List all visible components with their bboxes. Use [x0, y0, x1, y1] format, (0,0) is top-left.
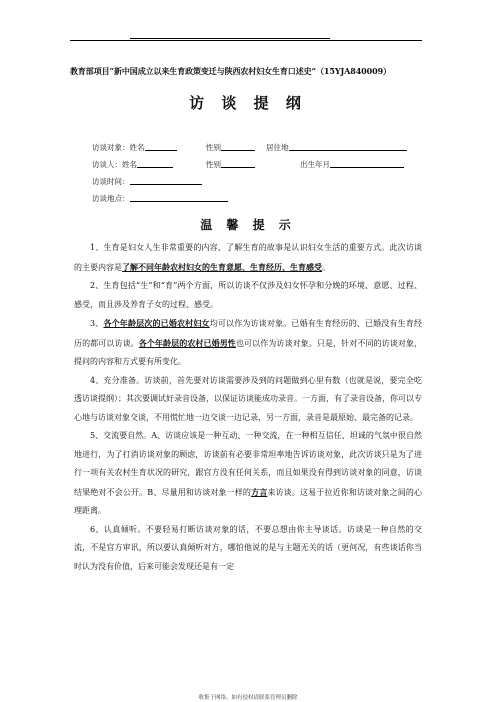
- interviewee-name-field[interactable]: [145, 142, 177, 151]
- header-short-rule: [130, 38, 330, 39]
- interviewer-label: 访谈人：姓名: [92, 160, 137, 169]
- tip-1-emphasis: 了解不同年龄农村妇女的生育意愿、生育经历、生育感受: [122, 261, 322, 272]
- interviewee-label: 访谈对象：姓名: [92, 143, 145, 152]
- footer-note: 收集于网络，如有侵权请联系管理员删除: [198, 695, 298, 701]
- header-rule: [70, 40, 422, 41]
- tip-1: 1、生育是妇女人生非常重要的内容，了解生育的故事是认识妇女生活的重要方式。此次访谈的主要内容是了解不同年龄农村妇女的生育意愿、生育经历、生育感受。: [74, 243, 422, 272]
- place-label: 访谈地点：: [92, 194, 130, 203]
- residence-field[interactable]: [289, 142, 407, 151]
- residence-label: 居住地: [266, 143, 289, 152]
- gender-label-2: 性别: [206, 160, 221, 169]
- tip-5: 5、交流要自然。A、访谈应该是一种互动、一种交流，在一种相互信任、坦诚的气氛中很自然地进行，为了打消访谈对象的顾虑，访谈前有必要非常坦率地告诉访谈对象，此次访谈只是为了进行一项有关农村生育状况的研究，跟官方没有任何关系，而且如果没有得到访谈对象的同意，访谈结果绝对不会公开。B、尽量用和访谈对象一样的方言来访谈。这易于拉近你和访谈对象之间的心理距离。: [74, 431, 422, 515]
- tip-2: 2、生育包括“生”和“育”两个方面，所以访谈不仅涉及妇女怀孕和分娩的环境、意愿、过程、感受，而且涉及养育子女的过程、感受。: [74, 281, 422, 309]
- tips-body: [74, 239, 422, 576]
- place-field[interactable]: [130, 193, 228, 202]
- project-line: 教育部项目“新中国成立以来生育政策变迁与陕西农村妇女生育口述史”（15YJA840009）: [70, 66, 391, 76]
- gender-label: 性别: [206, 143, 221, 152]
- tip-3-emphasis-men: 各个年龄层的农村已婚男性: [138, 337, 236, 348]
- tip-3: 3、各个年龄层次的已婚农村妇女均可以作为访谈对象。已婚有生育经历的、已婚没有生育经历的都可以访谈。各个年龄层的农村已婚男性也可以作为访谈对象。只是，针对不同的访谈对象，提问的内容和方式要有所变化。: [74, 318, 423, 366]
- time-label: 访谈时间：: [92, 177, 130, 186]
- tip-3-emphasis-women: 各个年龄层次的已婚农村妇女: [103, 318, 210, 328]
- tip-5-emphasis-dialect: 方言: [251, 486, 268, 497]
- page-title: 访 谈 提 纲: [189, 94, 307, 112]
- section-title: 温 馨 提 示: [200, 218, 296, 232]
- time-field[interactable]: [130, 176, 202, 185]
- interviewee-gender-field[interactable]: [221, 142, 255, 151]
- birth-field[interactable]: [330, 159, 404, 168]
- tip-6: 6、认真倾听。不要轻易打断访谈对象的话，不要总想由你主导谈话。访谈是一种自然的交流，不是官方审讯，所以要认真倾听对方，哪怕他说的是与主题无关的话（更何况，有些谈话你当时认为没有价值，后来可能会发现还是有一定: [74, 524, 422, 571]
- birth-label: 出生年月: [300, 160, 330, 169]
- tip-4: 4、充分准备。访谈前，首先要对访谈需要涉及到的问题做到心里有数（也就是说，要完全吃透访谈提纲）；其次要调试好录音设备，以保证访谈能成功录音。一方面，有了录音设备，你可以专心地与访谈对象交谈，不用慌忙地一边交谈一边记录，另一方面，录音是最原始、最完备的记录。: [74, 375, 422, 422]
- interviewer-gender-field[interactable]: [221, 159, 255, 168]
- interviewer-name-field[interactable]: [137, 159, 173, 168]
